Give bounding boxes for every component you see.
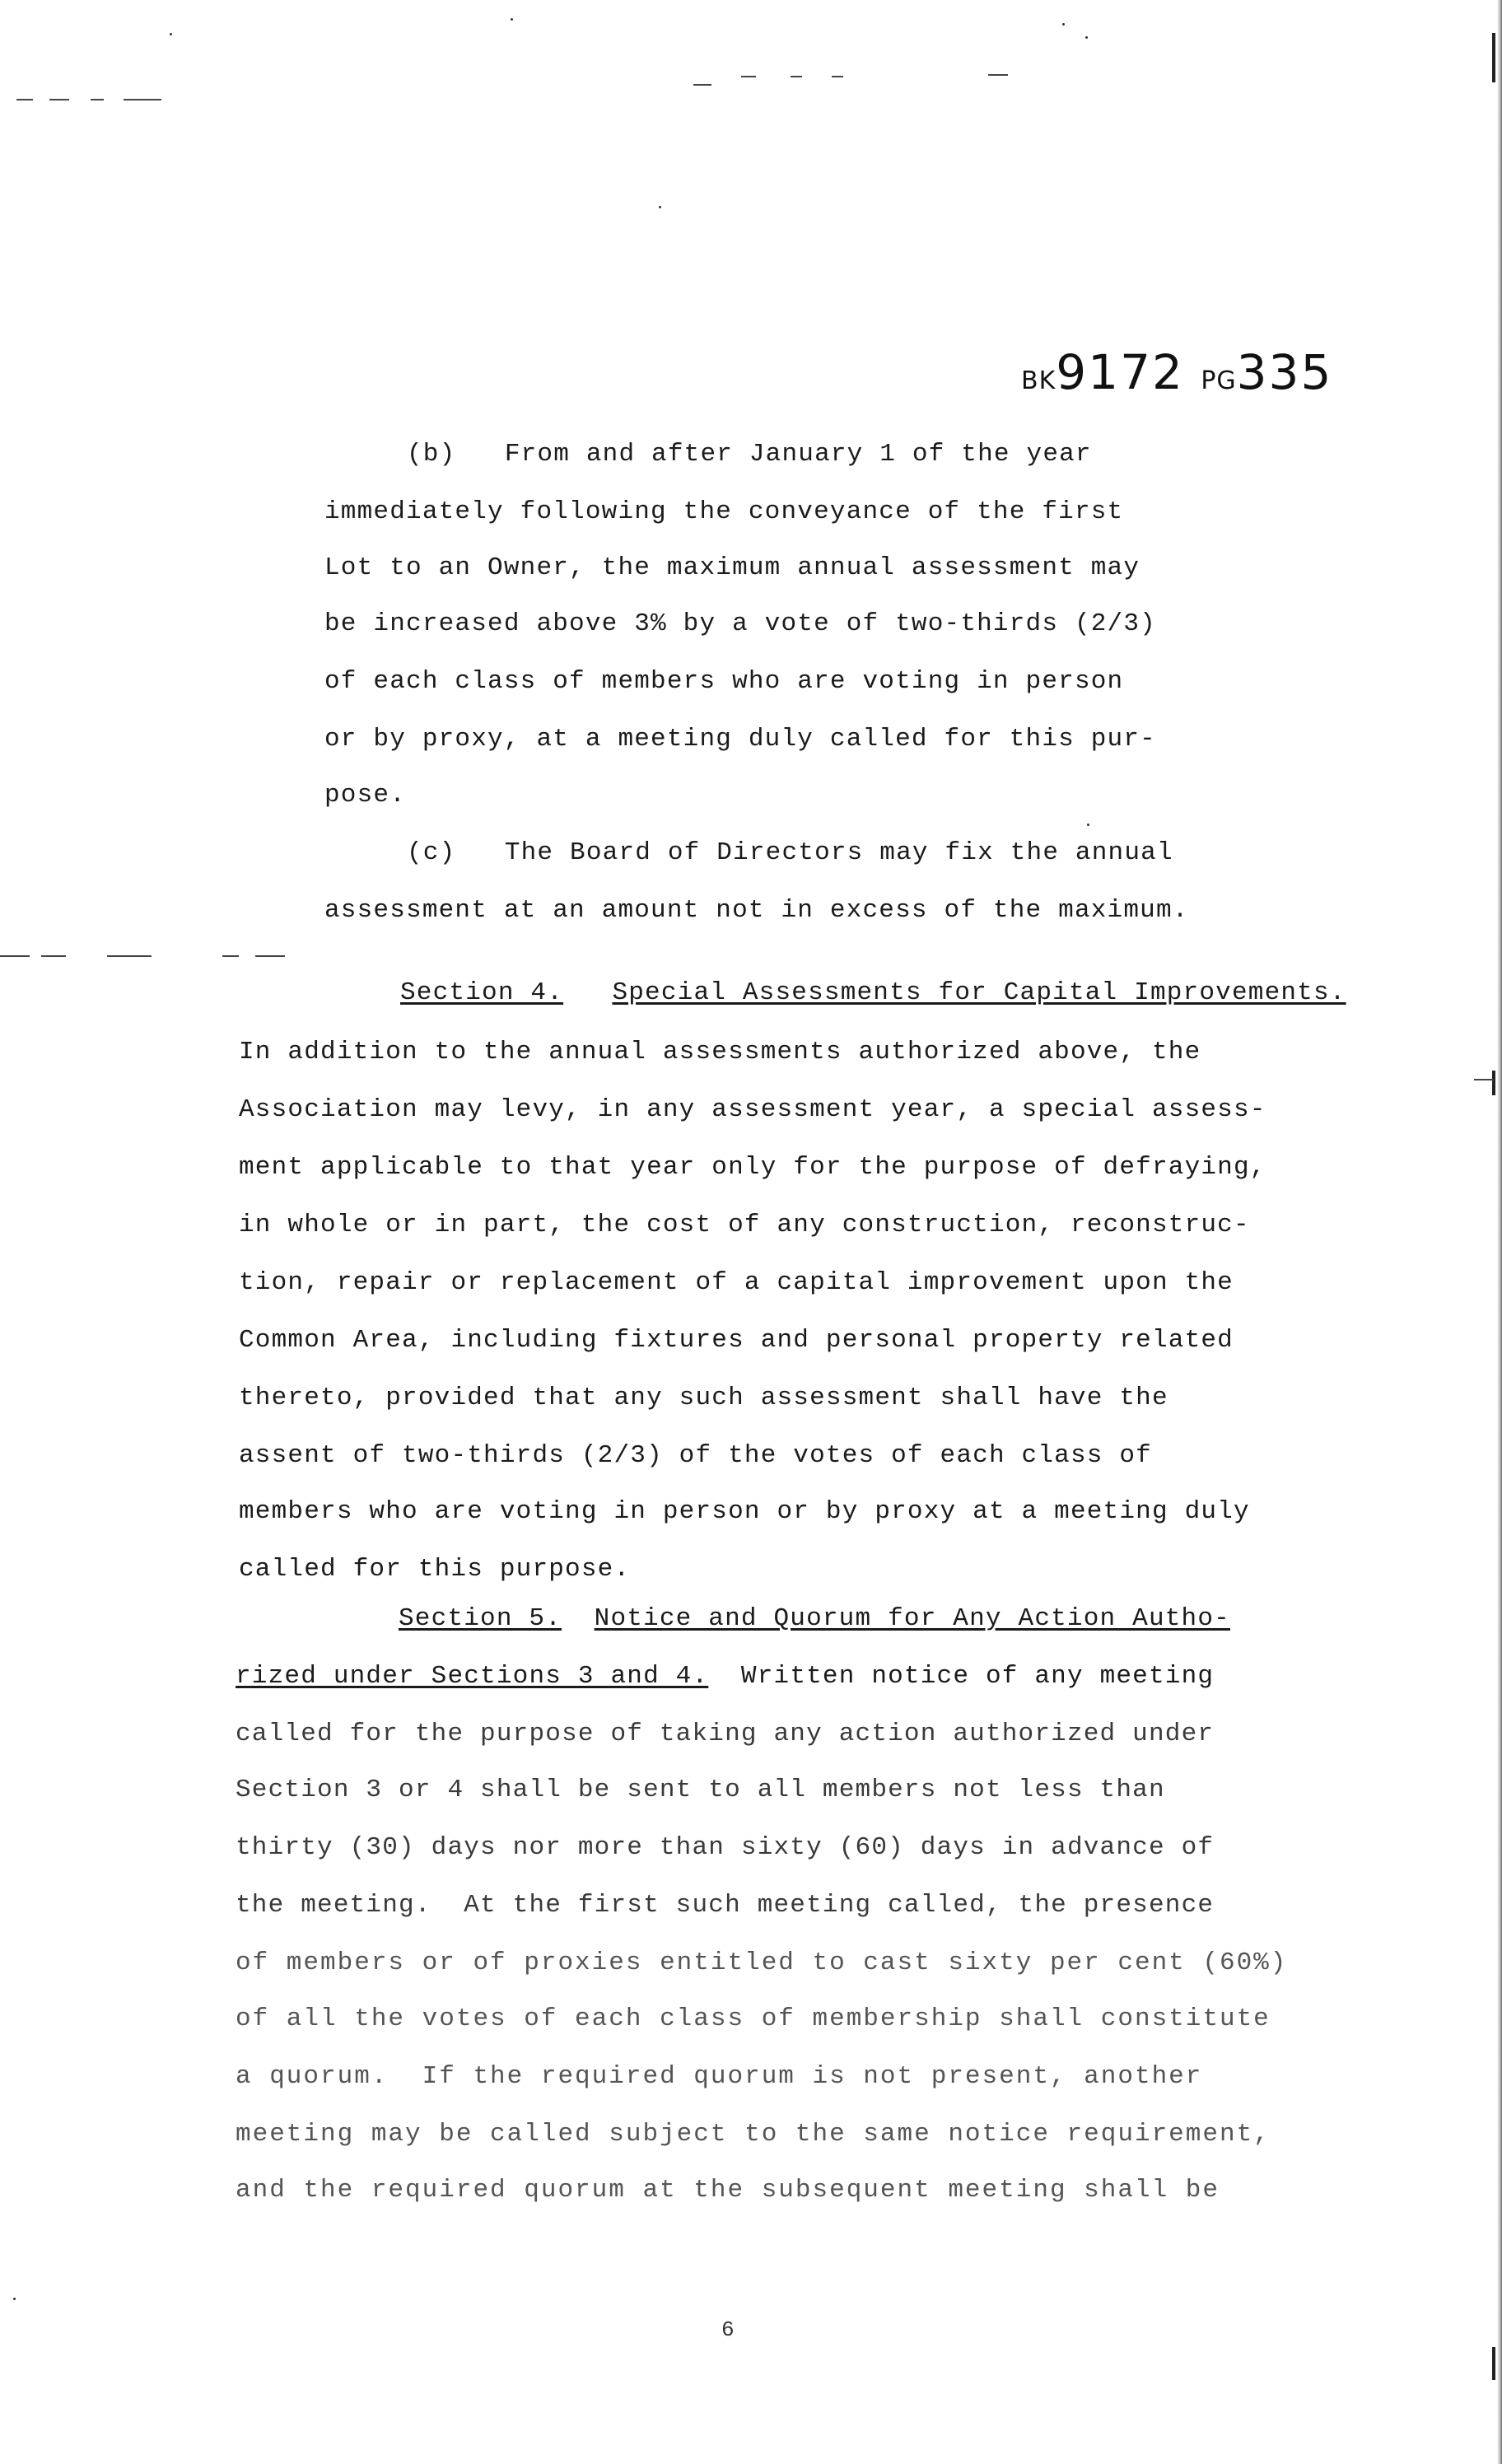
scan-artifact (791, 76, 802, 77)
text-line: assessment at an amount not in excess of the maximum. (324, 896, 1189, 925)
text-line: thirty (30) days nor more than sixty (60) days in advance of (236, 1833, 1215, 1862)
scan-artifact (693, 84, 711, 86)
scan-artifact (832, 76, 843, 77)
text-line: a quorum. If the required quorum is not present, another (236, 2062, 1203, 2091)
text-line: tion, repair or replacement of a capital improvement upon the (239, 1268, 1234, 1297)
text-line: (c) The Board of Directors may fix the annual (407, 838, 1173, 867)
text-line: Section 3 or 4 shall be sent to all members not less than (236, 1776, 1165, 1804)
scan-artifact (659, 206, 661, 208)
text-line: meeting may be called subject to the same notice requirement, (236, 2120, 1271, 2149)
stamp-book-prefix: BK (1021, 366, 1057, 395)
scan-artifact (91, 99, 104, 100)
book-page-stamp (1021, 344, 1332, 400)
scan-edge (1497, 0, 1502, 2464)
section-5-heading-line (399, 1606, 1230, 1631)
text-line: and the required quorum at the subsequent meeting shall be (236, 2176, 1220, 2205)
page-number: 6 (721, 2317, 735, 2342)
scan-artifact (1474, 1079, 1494, 1080)
scan-artifact (124, 99, 161, 100)
scan-artifact (0, 955, 30, 957)
text-line: In addition to the annual assessments authorized above, the (239, 1038, 1201, 1066)
scan-artifact (170, 33, 172, 35)
section-5-heading: Section 5. (399, 1604, 562, 1633)
scan-artifact (13, 2298, 16, 2300)
stamp-page-number: 335 (1236, 344, 1333, 400)
text-line: or by proxy, at a meeting duly called for this pur- (324, 725, 1156, 754)
text-line: Lot to an Owner, the maximum annual assessment may (324, 553, 1140, 582)
scan-artifact (255, 955, 285, 957)
text-line: immediately following the conveyance of the first (324, 497, 1124, 526)
stamp-page-label: PG (1201, 366, 1237, 395)
section-4-title: Special Assessments for Capital Improvements. (612, 978, 1346, 1007)
scan-artifact (741, 76, 756, 77)
text-line: be increased above 3% by a vote of two-thirds (2/3) (324, 609, 1156, 638)
text-line: (b) From and after January 1 of the year (407, 440, 1092, 469)
section-5-title-part2: rized under Sections 3 and 4. (236, 1662, 709, 1691)
scan-artifact (16, 99, 33, 100)
section-4-heading: Section 4. (400, 978, 564, 1007)
text-line: thereto, provided that any such assessment shall have the (239, 1384, 1168, 1412)
text-line: pose. (324, 781, 407, 810)
text-line: called for the purpose of taking any action authorized under (236, 1720, 1215, 1748)
text-line: Written notice of any meeting (740, 1662, 1215, 1691)
section-5-title-part1: Notice and Quorum for Any Action Autho- (594, 1604, 1230, 1633)
scan-edge-mark (1492, 2347, 1495, 2380)
scan-artifact (222, 955, 239, 957)
scan-artifact (511, 18, 513, 21)
text-line: Association may levy, in any assessment year, a special assess- (239, 1095, 1266, 1124)
scan-artifact (988, 74, 1008, 76)
text-line: members who are voting in person or by proxy at a meeting duly (239, 1497, 1250, 1526)
scan-artifact (1085, 36, 1088, 39)
text-line: assent of two-thirds (2/3) of the votes of each class of (239, 1441, 1152, 1470)
text-line: of members or of proxies entitled to cast sixty per cent (60%) (236, 1948, 1288, 1977)
stamp-book-number: 9172 (1056, 344, 1184, 400)
scan-edge-mark (1492, 33, 1495, 82)
text-line: ment applicable to that year only for the purpose of defraying, (239, 1153, 1266, 1182)
section-5-title-line (236, 1664, 1214, 1689)
scan-artifact (1087, 824, 1089, 826)
text-line: of all the votes of each class of membership shall constitute (236, 2004, 1271, 2033)
text-line: in whole or in part, the cost of any construction, reconstruc- (239, 1211, 1250, 1239)
section-4-heading-line (400, 980, 1346, 1006)
scan-artifact (49, 99, 69, 100)
text-line: Common Area, including fixtures and personal property related (239, 1326, 1234, 1355)
text-line: of each class of members who are voting in person (324, 667, 1124, 696)
scan-artifact (107, 955, 152, 957)
scan-edge-mark (1492, 1071, 1495, 1095)
scan-artifact (1062, 23, 1065, 26)
text-line: the meeting. At the first such meeting called, the presence (236, 1891, 1215, 1920)
scan-artifact (41, 955, 66, 957)
text-line: called for this purpose. (239, 1555, 631, 1584)
